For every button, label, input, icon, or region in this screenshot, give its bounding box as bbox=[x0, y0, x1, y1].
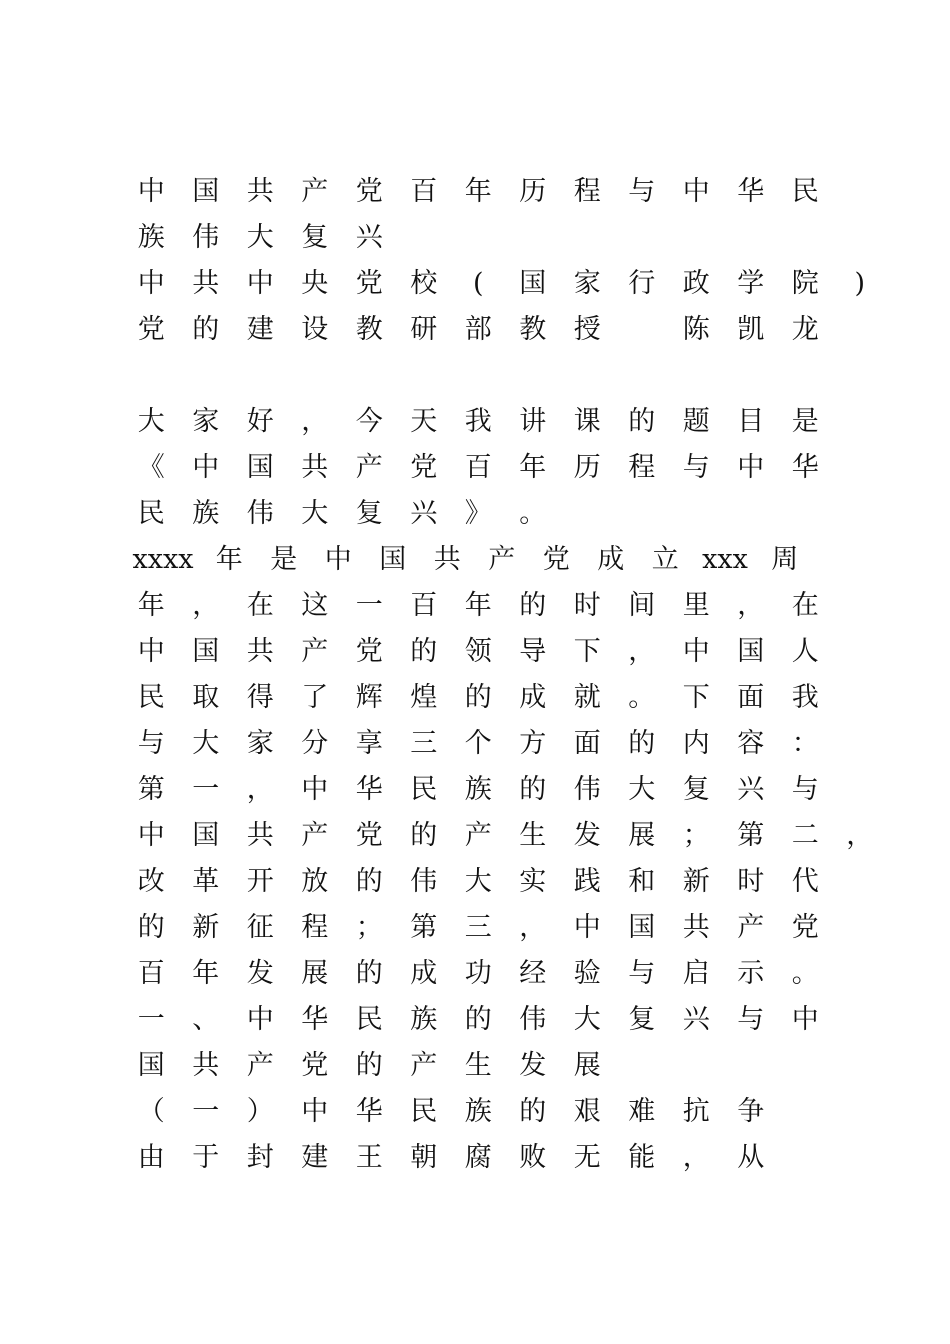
glyph: 党 bbox=[791, 912, 819, 943]
glyph: 一 bbox=[137, 1004, 165, 1035]
glyph: 一 bbox=[192, 774, 220, 805]
glyph: 与 bbox=[737, 1004, 765, 1035]
glyph: 就 bbox=[573, 682, 601, 713]
glyph: 党 bbox=[301, 1050, 329, 1081]
glyph: 民 bbox=[137, 682, 165, 713]
glyph: 成 bbox=[519, 682, 547, 713]
glyph: 家 bbox=[246, 728, 274, 759]
glyph: 中 bbox=[301, 1096, 329, 1127]
glyph: 民 bbox=[355, 1004, 383, 1035]
glyph: 得 bbox=[246, 682, 274, 713]
body-line bbox=[124, 494, 560, 534]
glyph: 共 bbox=[433, 544, 461, 575]
glyph: 内 bbox=[682, 728, 710, 759]
glyph: 国 bbox=[192, 176, 220, 207]
glyph: 目 bbox=[737, 406, 765, 437]
glyph: 一 bbox=[192, 1096, 220, 1127]
glyph: 共 bbox=[192, 268, 220, 299]
glyph: 煌 bbox=[410, 682, 438, 713]
glyph: 成 bbox=[410, 958, 438, 989]
glyph: 凯 bbox=[737, 314, 765, 345]
affiliation-line bbox=[124, 264, 887, 304]
glyph: 难 bbox=[628, 1096, 656, 1127]
glyph: 面 bbox=[573, 728, 601, 759]
glyph: ， bbox=[846, 820, 874, 851]
glyph: 国 bbox=[737, 636, 765, 667]
glyph: 抗 bbox=[682, 1096, 710, 1127]
glyph: 产 bbox=[464, 820, 492, 851]
glyph: 大 bbox=[137, 406, 165, 437]
glyph: 行 bbox=[628, 268, 656, 299]
glyph: 历 bbox=[519, 176, 547, 207]
glyph: 大 bbox=[246, 222, 274, 253]
glyph: 第 bbox=[737, 820, 765, 851]
glyph: 历 bbox=[573, 452, 601, 483]
glyph: 族 bbox=[464, 774, 492, 805]
body-line bbox=[124, 908, 833, 948]
glyph: 领 bbox=[464, 636, 492, 667]
glyph: 功 bbox=[464, 958, 492, 989]
glyph: 中 bbox=[682, 636, 710, 667]
glyph: 与 bbox=[682, 452, 710, 483]
glyph: 新 bbox=[192, 912, 220, 943]
glyph: 代 bbox=[791, 866, 819, 897]
glyph: 党 bbox=[355, 636, 383, 667]
body-line bbox=[124, 724, 833, 764]
glyph: 族 bbox=[137, 222, 165, 253]
glyph: 周 bbox=[771, 544, 799, 575]
glyph: 中 bbox=[791, 1004, 819, 1035]
glyph: 争 bbox=[737, 1096, 765, 1127]
glyph: 大 bbox=[464, 866, 492, 897]
glyph: 学 bbox=[737, 268, 765, 299]
glyph: 。 bbox=[519, 498, 547, 529]
glyph: 经 bbox=[519, 958, 547, 989]
glyph: 政 bbox=[682, 268, 710, 299]
glyph: 部 bbox=[464, 314, 492, 345]
glyph: 个 bbox=[464, 728, 492, 759]
glyph: 展 bbox=[301, 958, 329, 989]
glyph: 的 bbox=[464, 682, 492, 713]
glyph: 建 bbox=[246, 314, 274, 345]
glyph: 实 bbox=[519, 866, 547, 897]
glyph: 伟 bbox=[192, 222, 220, 253]
glyph: 国 bbox=[192, 636, 220, 667]
glyph: 封 bbox=[246, 1142, 274, 1173]
glyph: 好 bbox=[246, 406, 274, 437]
glyph: 国 bbox=[379, 544, 407, 575]
glyph: 中 bbox=[137, 176, 165, 207]
glyph: 了 bbox=[301, 682, 329, 713]
glyph: 的 bbox=[137, 912, 165, 943]
glyph: 和 bbox=[628, 866, 656, 897]
title-line-2 bbox=[124, 218, 397, 258]
glyph: 的 bbox=[628, 406, 656, 437]
glyph: 朝 bbox=[410, 1142, 438, 1173]
glyph: ， bbox=[246, 774, 274, 805]
glyph: 国 bbox=[137, 1050, 165, 1081]
glyph: 产 bbox=[488, 544, 516, 575]
glyph: 》 bbox=[464, 498, 492, 529]
glyph: 三 bbox=[410, 728, 438, 759]
glyph: 方 bbox=[519, 728, 547, 759]
glyph: 的 bbox=[464, 1004, 492, 1035]
glyph: 践 bbox=[573, 866, 601, 897]
glyph: 华 bbox=[737, 176, 765, 207]
glyph: 伟 bbox=[573, 774, 601, 805]
glyph: ， bbox=[192, 590, 220, 621]
glyph: 《 bbox=[137, 452, 165, 483]
glyph: 党 bbox=[355, 268, 383, 299]
glyph: 的 bbox=[355, 866, 383, 897]
glyph: 在 bbox=[791, 590, 819, 621]
glyph: 程 bbox=[573, 176, 601, 207]
glyph: 产 bbox=[301, 176, 329, 207]
body-line bbox=[124, 448, 833, 488]
glyph: 与 bbox=[137, 728, 165, 759]
glyph: 人 bbox=[791, 636, 819, 667]
glyph: 百 bbox=[410, 590, 438, 621]
glyph: 大 bbox=[192, 728, 220, 759]
glyph: 的 bbox=[355, 958, 383, 989]
glyph: 华 bbox=[791, 452, 819, 483]
glyph: ) bbox=[854, 268, 866, 299]
glyph: 我 bbox=[791, 682, 819, 713]
glyph: 讲 bbox=[519, 406, 547, 437]
glyph: 国 bbox=[519, 268, 547, 299]
glyph: 。 bbox=[628, 682, 656, 713]
section-heading-line-2 bbox=[124, 1046, 615, 1086]
glyph: 设 bbox=[301, 314, 329, 345]
glyph: 中 bbox=[192, 452, 220, 483]
glyph: 下 bbox=[682, 682, 710, 713]
glyph: 兴 bbox=[410, 498, 438, 529]
body-line bbox=[124, 586, 833, 626]
glyph: 中 bbox=[137, 820, 165, 851]
glyph: 能 bbox=[628, 1142, 656, 1173]
body-line bbox=[124, 632, 833, 672]
glyph: 龙 bbox=[791, 314, 819, 345]
glyph: 大 bbox=[573, 1004, 601, 1035]
glyph: ； bbox=[682, 820, 710, 851]
body-line bbox=[124, 678, 833, 718]
glyph: 兴 bbox=[737, 774, 765, 805]
glyph: 的 bbox=[628, 728, 656, 759]
glyph: 研 bbox=[410, 314, 438, 345]
glyph: 共 bbox=[192, 1050, 220, 1081]
body-line bbox=[124, 816, 887, 856]
glyph: 与 bbox=[628, 176, 656, 207]
glyph: 共 bbox=[246, 820, 274, 851]
glyph: 国 bbox=[628, 912, 656, 943]
glyph: 年 bbox=[137, 590, 165, 621]
glyph: 导 bbox=[519, 636, 547, 667]
glyph: 年 bbox=[464, 176, 492, 207]
glyph: 是 bbox=[270, 544, 298, 575]
glyph: 在 bbox=[246, 590, 274, 621]
glyph bbox=[615, 310, 670, 350]
glyph: 取 bbox=[192, 682, 220, 713]
glyph: xxxx bbox=[132, 544, 194, 575]
glyph: 复 bbox=[355, 498, 383, 529]
glyph: 大 bbox=[628, 774, 656, 805]
glyph: ( bbox=[472, 268, 484, 299]
glyph: 征 bbox=[246, 912, 274, 943]
glyph: 程 bbox=[301, 912, 329, 943]
glyph: 王 bbox=[355, 1142, 383, 1173]
glyph: 共 bbox=[246, 176, 274, 207]
glyph: 立 bbox=[651, 544, 679, 575]
glyph: 伟 bbox=[519, 1004, 547, 1035]
glyph: ； bbox=[355, 912, 383, 943]
glyph: 中 bbox=[324, 544, 352, 575]
glyph: 天 bbox=[410, 406, 438, 437]
glyph: 共 bbox=[301, 452, 329, 483]
glyph: 教 bbox=[355, 314, 383, 345]
glyph: 中 bbox=[301, 774, 329, 805]
body-line bbox=[124, 770, 833, 810]
glyph: 示 bbox=[737, 958, 765, 989]
glyph: 从 bbox=[737, 1142, 765, 1173]
glyph: 中 bbox=[737, 452, 765, 483]
glyph: 的 bbox=[519, 590, 547, 621]
glyph: 百 bbox=[464, 452, 492, 483]
glyph: 时 bbox=[737, 866, 765, 897]
glyph: 百 bbox=[137, 958, 165, 989]
glyph: 面 bbox=[737, 682, 765, 713]
glyph: 成 bbox=[597, 544, 625, 575]
glyph: 民 bbox=[410, 1096, 438, 1127]
glyph: 分 bbox=[301, 728, 329, 759]
glyph: 启 bbox=[682, 958, 710, 989]
glyph: 课 bbox=[573, 406, 601, 437]
body-line bbox=[124, 402, 833, 442]
glyph: 由 bbox=[137, 1142, 165, 1173]
glyph: 国 bbox=[192, 820, 220, 851]
glyph: 生 bbox=[464, 1050, 492, 1081]
glyph: 发 bbox=[519, 1050, 547, 1081]
glyph: 党 bbox=[355, 176, 383, 207]
glyph: 发 bbox=[246, 958, 274, 989]
glyph: 复 bbox=[301, 222, 329, 253]
glyph: 的 bbox=[410, 820, 438, 851]
glyph: 产 bbox=[301, 636, 329, 667]
body-line bbox=[124, 1138, 778, 1178]
subsection-heading bbox=[124, 1092, 778, 1132]
glyph: 兴 bbox=[355, 222, 383, 253]
glyph: 年 bbox=[192, 958, 220, 989]
glyph: 是 bbox=[791, 406, 819, 437]
glyph: 下 bbox=[573, 636, 601, 667]
glyph: 共 bbox=[246, 636, 274, 667]
glyph: 与 bbox=[628, 958, 656, 989]
glyph: 党 bbox=[137, 314, 165, 345]
glyph: 年 bbox=[215, 544, 243, 575]
glyph: 新 bbox=[682, 866, 710, 897]
glyph: 的 bbox=[192, 314, 220, 345]
glyph: 党 bbox=[355, 820, 383, 851]
glyph: 间 bbox=[628, 590, 656, 621]
glyph: 伟 bbox=[246, 498, 274, 529]
glyph: 产 bbox=[737, 912, 765, 943]
glyph: 发 bbox=[573, 820, 601, 851]
glyph: 三 bbox=[464, 912, 492, 943]
glyph: 这 bbox=[301, 590, 329, 621]
glyph: 无 bbox=[573, 1142, 601, 1173]
glyph: 时 bbox=[573, 590, 601, 621]
glyph: 央 bbox=[301, 268, 329, 299]
glyph: 建 bbox=[301, 1142, 329, 1173]
glyph: 中 bbox=[246, 1004, 274, 1035]
glyph: ， bbox=[301, 406, 329, 437]
section-heading-line-1 bbox=[124, 1000, 833, 1040]
glyph: 验 bbox=[573, 958, 601, 989]
glyph: 陈 bbox=[682, 314, 710, 345]
glyph: 家 bbox=[192, 406, 220, 437]
glyph: 兴 bbox=[682, 1004, 710, 1035]
glyph: 产 bbox=[246, 1050, 274, 1081]
glyph: 产 bbox=[301, 820, 329, 851]
glyph: ， bbox=[737, 590, 765, 621]
glyph: 校 bbox=[410, 268, 438, 299]
glyph: 程 bbox=[628, 452, 656, 483]
glyph: 于 bbox=[192, 1142, 220, 1173]
glyph: 国 bbox=[246, 452, 274, 483]
glyph: 革 bbox=[192, 866, 220, 897]
glyph: 展 bbox=[573, 1050, 601, 1081]
author-line bbox=[124, 310, 833, 350]
glyph: 的 bbox=[410, 636, 438, 667]
body-line bbox=[124, 862, 833, 902]
glyph: 题 bbox=[682, 406, 710, 437]
title-line-1 bbox=[124, 172, 833, 212]
glyph: 中 bbox=[573, 912, 601, 943]
glyph: 授 bbox=[573, 314, 601, 345]
glyph: 、 bbox=[192, 1004, 220, 1035]
glyph: 与 bbox=[791, 774, 819, 805]
glyph: 产 bbox=[355, 452, 383, 483]
glyph: 家 bbox=[573, 268, 601, 299]
glyph: xxx bbox=[702, 544, 748, 575]
glyph: 。 bbox=[791, 958, 819, 989]
glyph: 腐 bbox=[464, 1142, 492, 1173]
glyph: 二 bbox=[791, 820, 819, 851]
glyph: 华 bbox=[355, 774, 383, 805]
glyph: ， bbox=[628, 636, 656, 667]
glyph: 中 bbox=[682, 176, 710, 207]
glyph: 第 bbox=[137, 774, 165, 805]
glyph: 民 bbox=[791, 176, 819, 207]
glyph: 年 bbox=[464, 590, 492, 621]
glyph: 第 bbox=[410, 912, 438, 943]
glyph: 华 bbox=[355, 1096, 383, 1127]
glyph: 教 bbox=[519, 314, 547, 345]
body-line bbox=[124, 540, 812, 580]
glyph: 年 bbox=[519, 452, 547, 483]
glyph: 复 bbox=[682, 774, 710, 805]
glyph: 享 bbox=[355, 728, 383, 759]
glyph: 展 bbox=[628, 820, 656, 851]
glyph: 党 bbox=[542, 544, 570, 575]
glyph: 民 bbox=[410, 774, 438, 805]
glyph: ， bbox=[682, 1142, 710, 1173]
glyph: 族 bbox=[464, 1096, 492, 1127]
glyph: 改 bbox=[137, 866, 165, 897]
glyph: ） bbox=[246, 1096, 274, 1127]
glyph: 复 bbox=[628, 1004, 656, 1035]
glyph: 大 bbox=[301, 498, 329, 529]
glyph: 产 bbox=[410, 1050, 438, 1081]
glyph: 院 bbox=[791, 268, 819, 299]
glyph: 中 bbox=[246, 268, 274, 299]
glyph: 辉 bbox=[355, 682, 383, 713]
glyph: 中 bbox=[137, 636, 165, 667]
glyph: 族 bbox=[410, 1004, 438, 1035]
glyph: 百 bbox=[410, 176, 438, 207]
glyph: ： bbox=[791, 728, 819, 759]
glyph: 民 bbox=[137, 498, 165, 529]
body-line bbox=[124, 954, 833, 994]
glyph: 容 bbox=[737, 728, 765, 759]
glyph: 共 bbox=[682, 912, 710, 943]
glyph: 中 bbox=[137, 268, 165, 299]
glyph: 的 bbox=[519, 774, 547, 805]
glyph: （ bbox=[137, 1096, 165, 1127]
glyph: 族 bbox=[192, 498, 220, 529]
glyph: 华 bbox=[301, 1004, 329, 1035]
glyph: 一 bbox=[355, 590, 383, 621]
glyph: 放 bbox=[301, 866, 329, 897]
glyph: 里 bbox=[682, 590, 710, 621]
glyph: 开 bbox=[246, 866, 274, 897]
glyph: 我 bbox=[464, 406, 492, 437]
glyph: 艰 bbox=[573, 1096, 601, 1127]
glyph: 的 bbox=[519, 1096, 547, 1127]
glyph: 伟 bbox=[410, 866, 438, 897]
glyph: 生 bbox=[519, 820, 547, 851]
glyph: ， bbox=[519, 912, 547, 943]
glyph: 今 bbox=[355, 406, 383, 437]
glyph: 败 bbox=[519, 1142, 547, 1173]
glyph: 党 bbox=[410, 452, 438, 483]
glyph: 的 bbox=[355, 1050, 383, 1081]
